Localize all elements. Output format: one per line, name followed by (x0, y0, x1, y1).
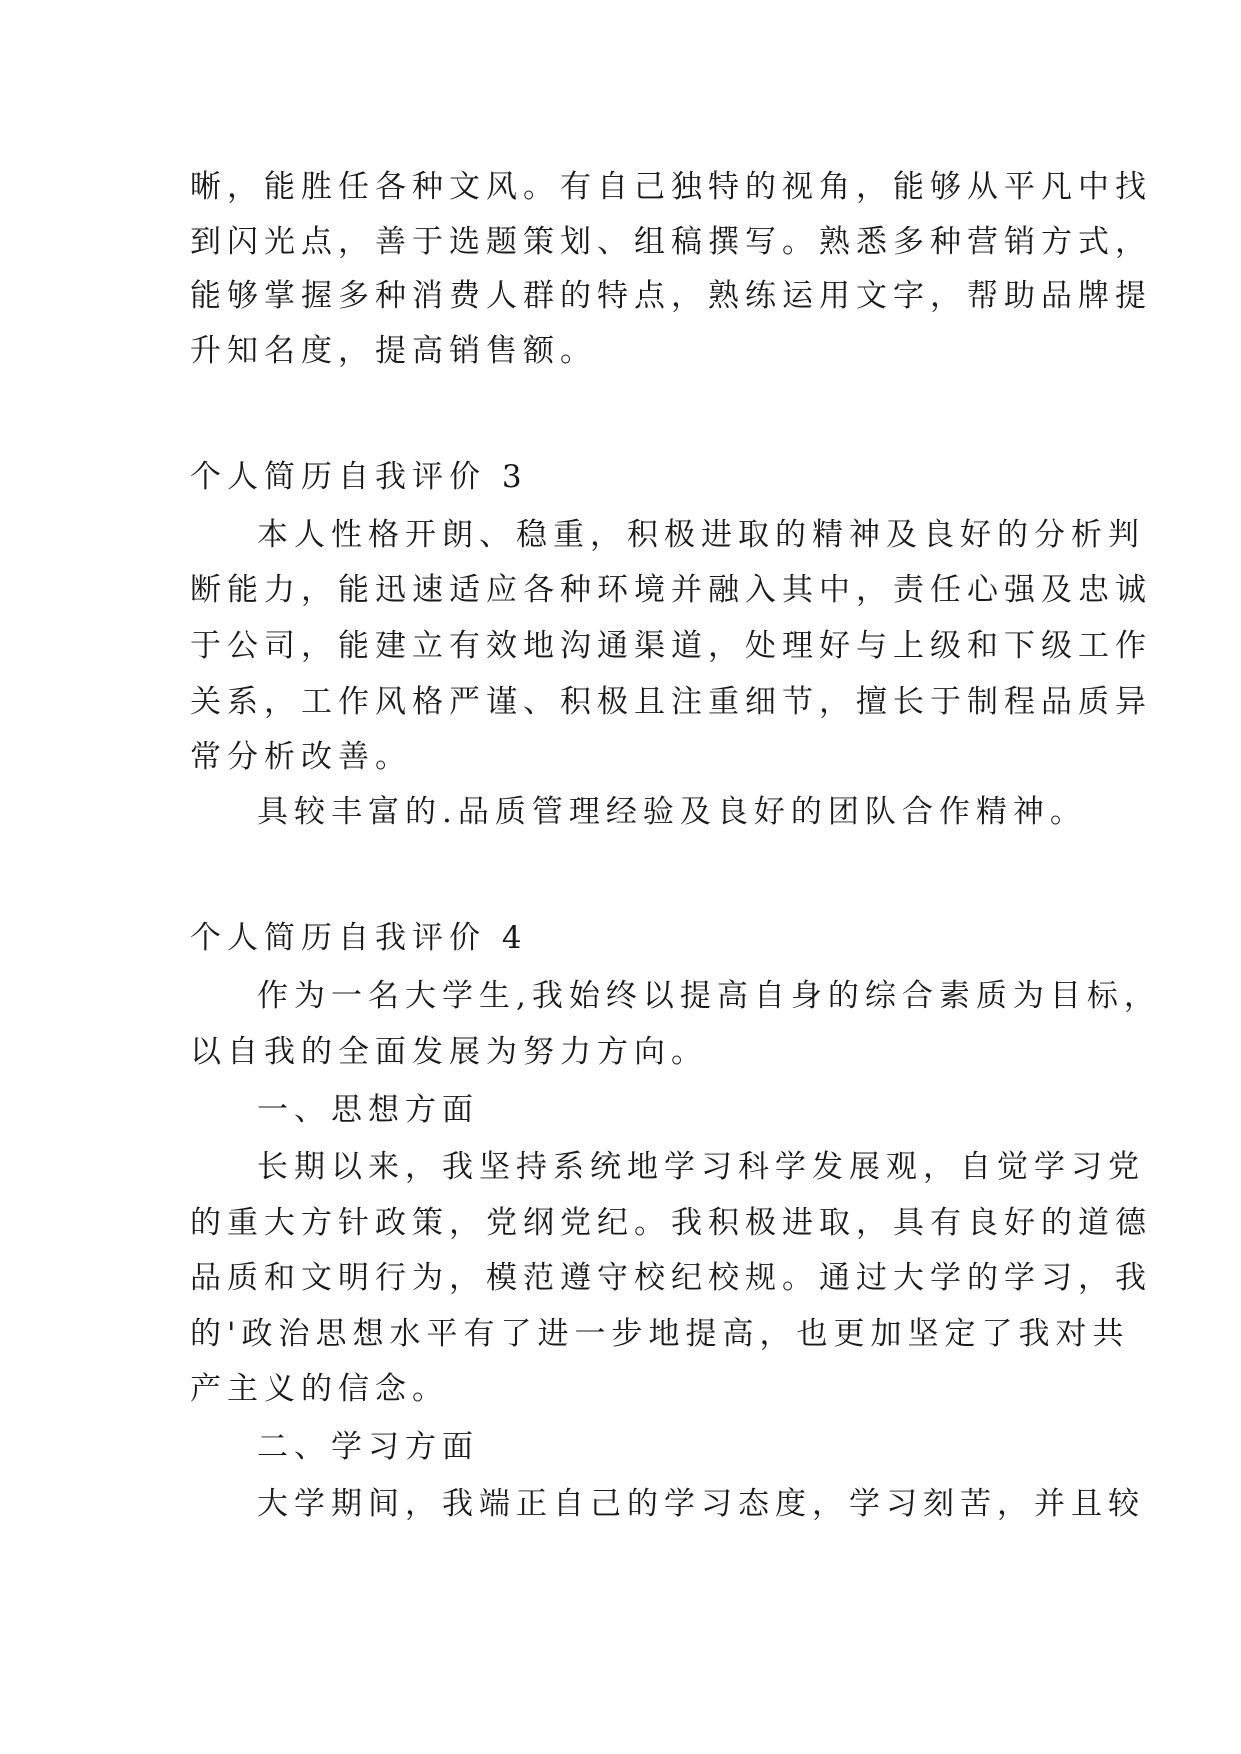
section-heading: 个人简历自我评价 3 (190, 459, 528, 495)
paragraph-line: 关系，工作风格严谨、积极且注重细节，擅长于制程品质异 (190, 684, 1152, 720)
paragraph-line: 断能力，能迅速适应各种环境并融入其中，责任心强及忠诚 (190, 572, 1152, 608)
paragraph-line: 到闪光点，善于选题策划、组稿撰写。熟悉多种营销方式， (190, 224, 1152, 260)
paragraph-line: 升知名度，提高销售额。 (190, 333, 597, 369)
paragraph-line: 的'政治思想水平有了进一步地提高，也更加坚定了我对共 (190, 1316, 1130, 1352)
subsection-heading: 二、学习方面 (257, 1429, 479, 1465)
paragraph-line: 品质和文明行为，模范遵守校纪校规。通过大学的学习，我 (190, 1260, 1152, 1296)
paragraph-line: 晰，能胜任各种文风。有自己独特的视角，能够从平凡中找 (190, 169, 1152, 205)
paragraph-line: 的重大方针政策，党纲党纪。我积极进取，具有良好的道德 (190, 1205, 1152, 1241)
paragraph-line: 长期以来，我坚持系统地学习科学发展观，自觉学习党 (257, 1149, 1145, 1185)
paragraph-line: 作为一名大学生,我始终以提高自身的综合素质为目标， (257, 978, 1161, 1014)
section-heading: 个人简历自我评价 4 (190, 920, 528, 956)
paragraph-line: 大学期间，我端正自己的学习态度，学习刻苦，并且较 (257, 1486, 1145, 1522)
paragraph-line: 具较丰富的.品质管理经验及良好的团队合作精神。 (257, 794, 1087, 830)
paragraph-line: 于公司，能建立有效地沟通渠道，处理好与上级和下级工作 (190, 628, 1152, 664)
paragraph-line: 常分析改善。 (190, 739, 412, 775)
subsection-heading: 一、思想方面 (257, 1092, 479, 1128)
paragraph-line: 以自我的全面发展为努力方向。 (190, 1034, 708, 1070)
paragraph-line: 能够掌握多种消费人群的特点，熟练运用文字，帮助品牌提 (190, 278, 1152, 314)
paragraph-line: 产主义的信念。 (190, 1371, 449, 1407)
paragraph-line: 本人性格开朗、稳重，积极进取的精神及良好的分析判 (257, 517, 1145, 553)
